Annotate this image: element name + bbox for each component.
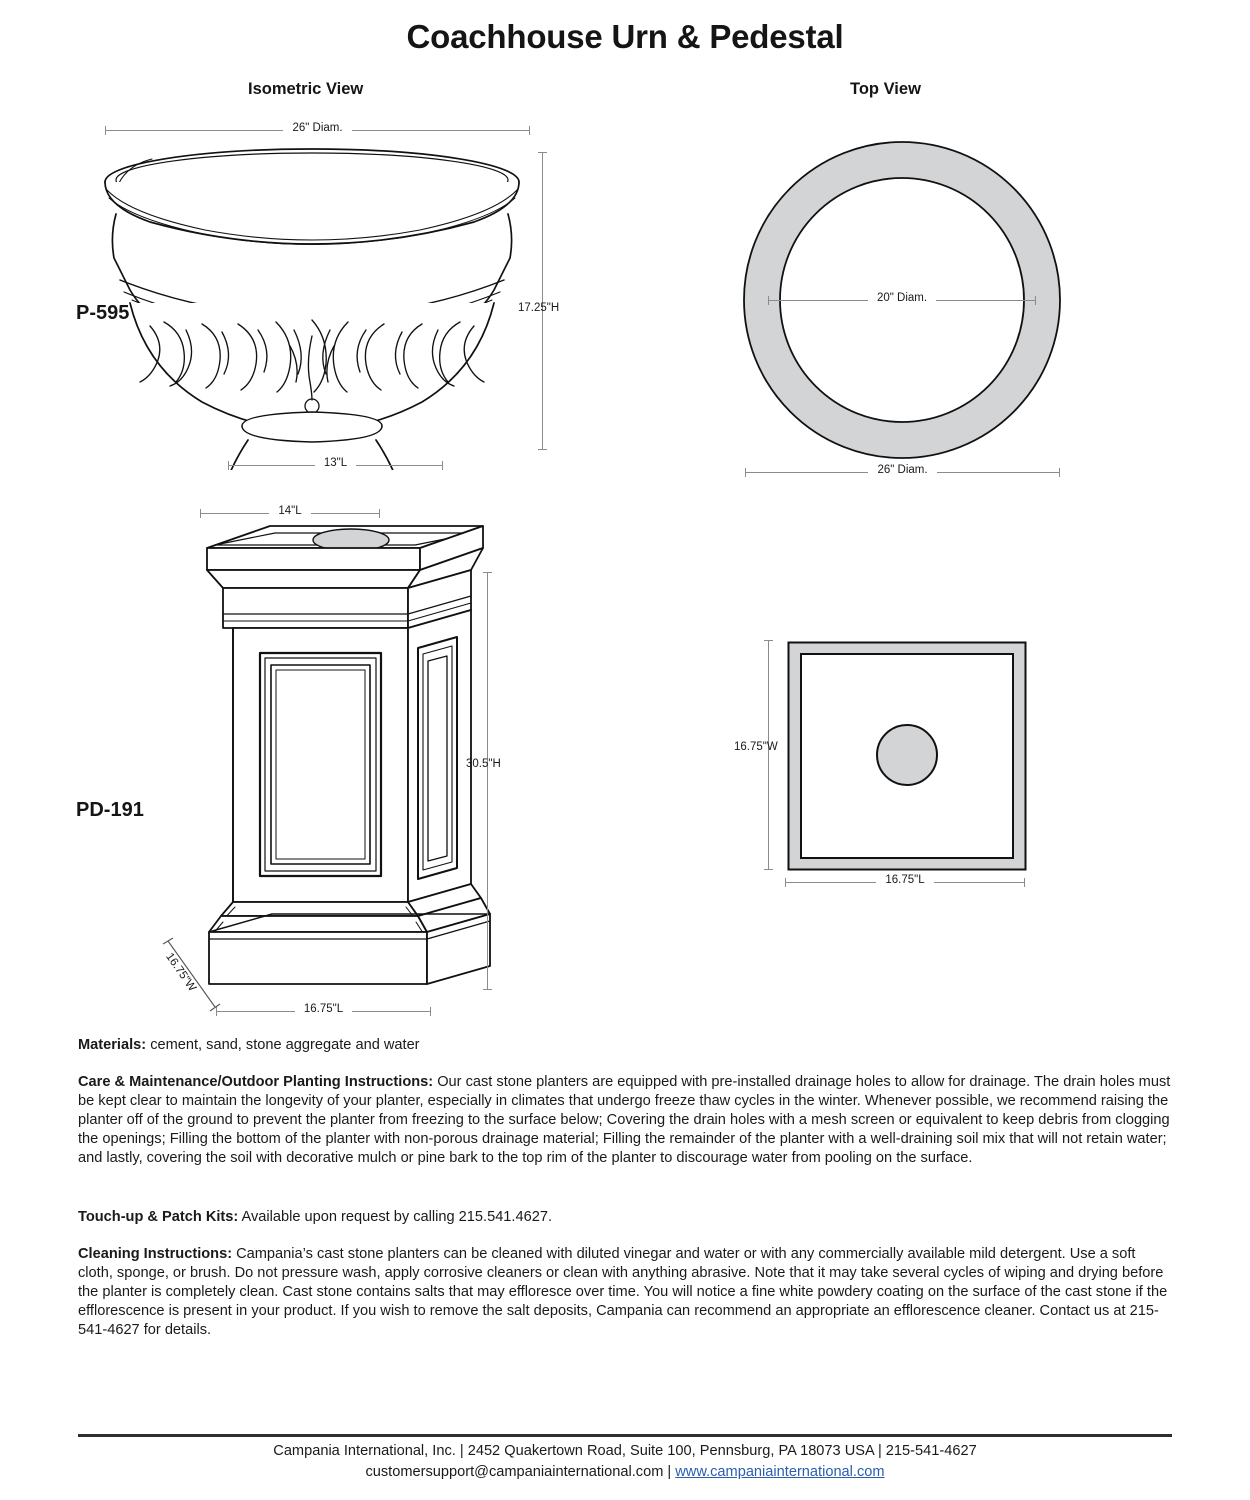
urn-height-label: 17.25"H (518, 302, 560, 314)
care-maintenance-section (78, 1073, 1173, 1168)
pedestal-top-view-drawing (787, 641, 1027, 871)
page-title: Coachhouse Urn & Pedestal (406, 18, 844, 55)
footer-separator: | (663, 1464, 676, 1480)
urn-height-dimension (534, 152, 550, 450)
touchup-label: Touch-up & Patch Kits: (78, 1209, 239, 1225)
urn-base-dimension (228, 457, 443, 473)
top-view-heading: Top View (850, 80, 921, 98)
urn-width-label: 26" Diam. (292, 122, 343, 135)
footer-divider (78, 1434, 1172, 1437)
cleaning-section (78, 1245, 1173, 1340)
touchup-section (78, 1208, 1173, 1227)
cleaning-body: Campania’s cast stone planters can be cleaned with diluted vinegar and water or with any commercially available mild detergent. Use a soft cloth, sponge, or brush. Do not pressure wash, apply corrosive cleaners or clean with anything abrasive. Note that it may take several cycles of wiping and drying before the planter is completely clean. Cast stone contains salts that may effloresce over time. You will notice a fine white powdery coating on the surface of the cast stone if the efflorescence is present in your product. If you wish to remove the salt deposits, Campania can recommend an appropriate an efflorescence cleaner. Contact us at 215-541-4627 for details. (78, 1246, 1168, 1338)
pedestal-top-dimension (200, 505, 380, 521)
footer-email: customersupport@campaniainternational.com (365, 1464, 664, 1480)
part-number-urn: P-595 (76, 302, 130, 324)
pedestal-top-label: 14"L (278, 505, 302, 518)
footer-address: Campania International, Inc. | 2452 Quakertown Road, Suite 100, Pennsburg, PA 18073 USA | 215-541-4627 (273, 1443, 977, 1459)
pedestal-height-label: 30.5"H (466, 758, 501, 770)
urn-isometric-drawing (90, 140, 560, 470)
footer-website-link[interactable]: www.campaniainternational.com (675, 1464, 885, 1480)
pedestal-top-length-label: 16.75"L (885, 874, 925, 887)
urn-inner-diameter-label: 20" Diam. (876, 292, 928, 305)
care-label: Care & Maintenance/Outdoor Planting Instructions: (78, 1074, 434, 1090)
urn-inner-diameter-dimension (768, 292, 1036, 308)
pedestal-base-width-dimension (160, 935, 230, 1015)
urn-outer-diameter-dimension (745, 464, 1060, 480)
pedestal-height-dimension (479, 572, 495, 990)
footer-contact (0, 1464, 1250, 1480)
pedestal-top-length-dimension (785, 874, 1025, 890)
touchup-body: Available upon request by calling 215.541.4627. (238, 1209, 553, 1225)
materials-label: Materials: (78, 1037, 147, 1053)
pedestal-base-length-label: 16.75"L (303, 1003, 344, 1016)
materials-section (78, 1036, 1173, 1055)
urn-width-dimension (105, 122, 530, 138)
pedestal-top-width-dimension (760, 640, 776, 870)
pedestal-base-length-dimension (216, 1003, 431, 1019)
pedestal-top-width-label: 16.75"W (734, 741, 778, 753)
care-body: Our cast stone planters are equipped with pre-installed drainage holes to allow for drainage. The drain holes must be kept clear to maintain the longevity of your planter, especially in climates that undergo freeze thaw cycles in the winter. Whenever possible, we recommend raising the planter off of the ground to prevent the planter from freezing to the surface below; Covering the drain holes with a mesh screen or equivalent to keep debris from clogging the openings; Filling the bottom of the planter with non-porous drainage material; Filling the remainder of the planter with a well-draining soil mix that will not retain water; and lastly, covering the soil with decorative mulch or pine bark to the top rim of the planter to discourage water from pooling on the surface. (78, 1074, 1171, 1166)
cleaning-label: Cleaning Instructions: (78, 1246, 233, 1262)
pedestal-base-width-label: 16.75"W (163, 951, 199, 994)
urn-outer-diameter-label: 26" Diam. (877, 464, 928, 477)
part-number-pedestal: PD-191 (76, 799, 144, 821)
urn-base-label: 13"L (323, 457, 348, 470)
isometric-view-heading: Isometric View (248, 80, 364, 98)
materials-body: cement, sand, stone aggregate and water (146, 1037, 420, 1053)
